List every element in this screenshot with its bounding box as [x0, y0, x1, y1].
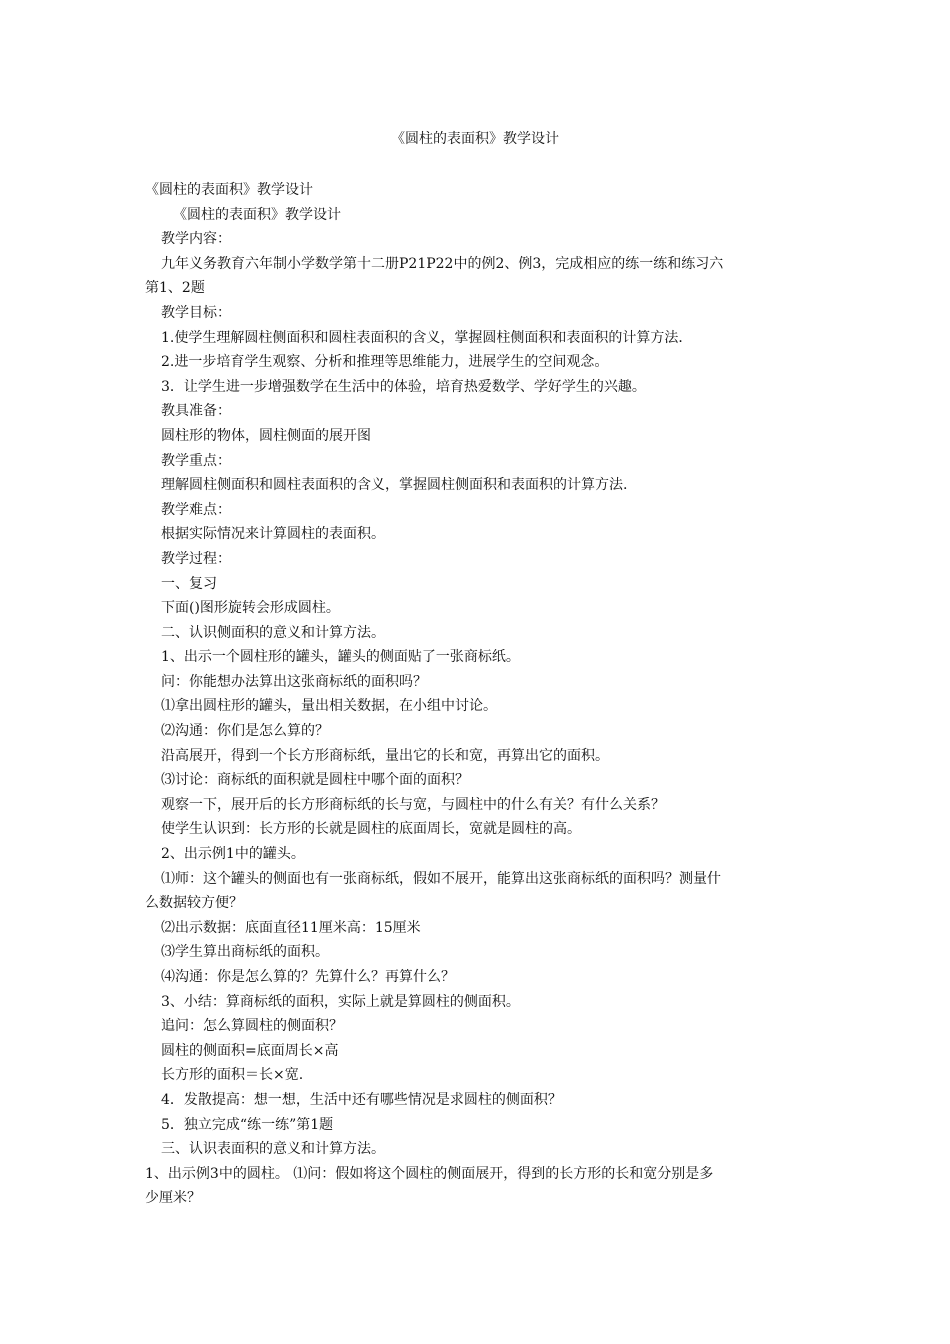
paragraph-line: 2、出示例1中的罐头。 [161, 846, 305, 863]
paragraph-line: ⑵出示数据：底面直径11厘米高：15厘米 [161, 919, 421, 936]
paragraph-line: 1.使学生理解圆柱侧面积和圆柱表面积的含义，掌握圆柱侧面积和表面积的计算方法． [161, 329, 693, 346]
paragraph-line: 少厘米？ [145, 1190, 201, 1207]
paragraph-line: ⑵沟通：你们是怎么算的？ [161, 723, 329, 740]
paragraph-line: 下面()图形旋转会形成圆柱。 [161, 600, 340, 617]
paragraph-line: 问：你能想办法算出这张商标纸的面积吗？ [161, 673, 427, 690]
page-title: 《圆柱的表面积》教学设计 [391, 131, 559, 147]
paragraph-line: 长方形的面积＝长×宽. [161, 1067, 304, 1084]
paragraph-line: 使学生认识到：长方形的长就是圆柱的底面周长，宽就是圆柱的高。 [161, 821, 581, 838]
paragraph-line: 根据实际情况来计算圆柱的表面积。 [161, 526, 385, 543]
paragraph-line: ⑷沟通：你是怎么算的？先算什么？再算什么？ [161, 969, 455, 985]
paragraph-line: 二、认识侧面积的意义和计算方法。 [161, 624, 385, 641]
paragraph-line: ⑴拿出圆柱形的罐头，量出相关数据，在小组中讨论。 [161, 698, 497, 715]
paragraph-line: ⑶学生算出商标纸的面积。 [161, 944, 329, 961]
paragraph-line: 教学目标： [161, 304, 231, 321]
paragraph-line: 么数据较方便？ [145, 895, 243, 912]
paragraph-line: 教学重点： [161, 452, 231, 469]
paragraph-line: 圆柱形的物体，圆柱侧面的展开图 [161, 427, 371, 444]
paragraph-line: 三、认识表面积的意义和计算方法。 [161, 1141, 385, 1158]
paragraph-line: ⑶讨论：商标纸的面积就是圆柱中哪个面的面积？ [161, 772, 469, 789]
paragraph-line: 5．独立完成“练一练”第1题 [161, 1116, 334, 1133]
paragraph-line: 九年义务教育六年制小学数学第十二册P21P22中的例2、例3，完成相应的练一练和练习六 [161, 255, 724, 272]
paragraph-line: 4．发散提高：想一想，生活中还有哪些情况是求圆柱的侧面积？ [161, 1091, 562, 1108]
paragraph-line: 1、出示例3中的圆柱。 ⑴问：假如将这个圆柱的侧面展开，得到的长方形的长和宽分别是多 [145, 1165, 714, 1182]
paragraph-line: 一、复习 [161, 575, 217, 592]
paragraph-line: 教学内容： [161, 231, 231, 248]
paragraph-line: 追问：怎么算圆柱的侧面积？ [161, 1018, 343, 1035]
paragraph-line: 教学难点： [161, 501, 231, 518]
paragraph-line: 《圆柱的表面积》教学设计 [173, 206, 341, 223]
paragraph-line: 理解圆柱侧面积和圆柱表面积的含义，掌握圆柱侧面积和表面积的计算方法. [161, 477, 628, 494]
paragraph-line: 沿高展开，得到一个长方形商标纸，量出它的长和宽，再算出它的面积。 [161, 747, 609, 764]
paragraph-line: 3．让学生进一步增强数学在生活中的体验，培育热爱数学、学好学生的兴趣。 [161, 378, 646, 395]
paragraph-line: 1、出示一个圆柱形的罐头，罐头的侧面贴了一张商标纸。 [161, 649, 520, 666]
paragraph-line: 圆柱的侧面积=底面周长×高 [161, 1042, 339, 1059]
paragraph-line: ⑴师：这个罐头的侧面也有一张商标纸，假如不展开，能算出这张商标纸的面积吗？测量什 [161, 870, 721, 887]
paragraph-line: 观察一下，展开后的长方形商标纸的长与宽，与圆柱中的什么有关？有什么关系？ [161, 796, 665, 813]
paragraph-line: 教具准备： [161, 403, 231, 420]
paragraph-line: 2.进一步培育学生观察、分析和推理等思维能力，进展学生的空间观念。 [161, 354, 609, 371]
paragraph-line: 3、小结：算商标纸的面积，实际上就是算圆柱的侧面积。 [161, 993, 520, 1010]
paragraph-line: 《圆柱的表面积》教学设计 [145, 182, 313, 198]
paragraph-line: 教学过程： [161, 550, 231, 567]
paragraph-line: 第1、2题 [145, 280, 205, 297]
document-body [145, 178, 810, 1211]
